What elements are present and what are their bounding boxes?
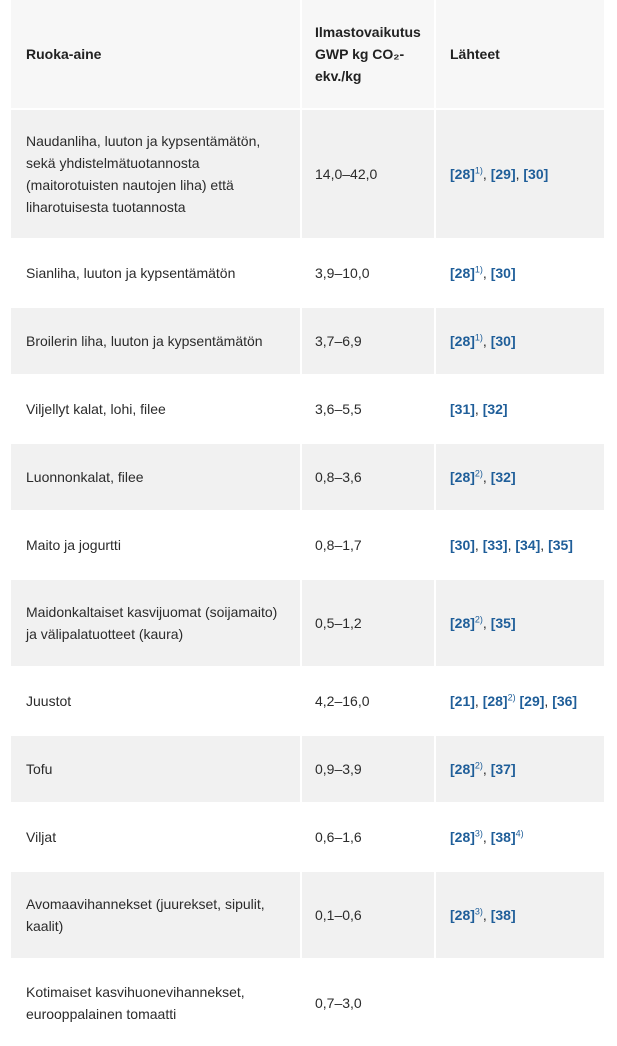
table-row xyxy=(11,870,604,958)
reference-link[interactable]: [34] xyxy=(515,537,541,553)
reference-link[interactable]: [28] xyxy=(482,693,508,709)
food-cell: Luonnonkalat, filee xyxy=(11,444,302,510)
impact-cell: 0,5–1,2 xyxy=(302,580,436,666)
food-cell: Broilerin liha, luuton ja kypsentämätön xyxy=(11,308,302,374)
footnote-marker: 4) xyxy=(515,828,524,839)
reference-link[interactable]: [28] xyxy=(450,829,475,845)
sources-cell: [21], $[28]^{2)}$ [29], [36] xyxy=(436,668,604,734)
impact-cell: 0,9–3,9 xyxy=(302,736,436,802)
sources-cell: $[28]^{1)}$, [29], [30] xyxy=(436,110,604,238)
sources-cell: $[28]^{2)}$, [35] xyxy=(436,580,604,666)
reference-link[interactable]: [31] xyxy=(450,401,475,417)
food-cell: Sianliha, luuton ja kypsentämätön xyxy=(11,240,302,306)
header-impact: Ilmastovaikutus GWP kg CO₂-ekv./kg xyxy=(302,0,436,108)
reference-link[interactable]: [37] xyxy=(490,761,516,777)
food-cell: Naudanliha, luuton ja kypsentämätön, sekä yhdistelmätuotannosta (maitorotuisten nautojen liha) että liharotuisesta tuotannosta xyxy=(11,110,302,238)
table-row xyxy=(11,306,604,374)
reference-link[interactable]: [28] xyxy=(450,333,475,349)
reference-link[interactable]: [30] xyxy=(490,265,516,281)
sources-cell: [31], [32] xyxy=(436,376,604,442)
table-body xyxy=(11,108,604,1046)
reference-link[interactable]: [35] xyxy=(490,615,516,631)
impact-cell: 0,7–3,0 xyxy=(302,960,436,1046)
reference-link[interactable]: [32] xyxy=(482,401,508,417)
sources-cell: $[28]^{3)}$, $[38]^{4)}$ xyxy=(436,804,604,870)
reference-link[interactable]: [28] xyxy=(450,469,475,485)
table-row xyxy=(11,666,604,734)
sources-cell: $[28]^{1)}$, [30] xyxy=(436,240,604,306)
reference-link[interactable]: [33] xyxy=(482,537,508,553)
food-cell: Avomaavihannekset (juurekset, sipulit, kaalit) xyxy=(11,872,302,958)
footnote-marker: 3) xyxy=(474,906,483,917)
footnote-marker: 2) xyxy=(474,760,483,771)
food-cell: Kotimaiset kasvihuonevihannekset, eurooppalainen tomaatti xyxy=(11,960,302,1046)
food-cell: Maidonkaltaiset kasvijuomat (soijamaito) ja välipalatuotteet (kaura) xyxy=(11,580,302,666)
table-row xyxy=(11,802,604,870)
header-food: Ruoka-aine xyxy=(11,0,302,108)
reference-link[interactable]: [28] xyxy=(450,615,475,631)
reference-link[interactable]: [36] xyxy=(552,693,578,709)
sources-cell: $[28]^{3)}$, [38] xyxy=(436,872,604,958)
impact-cell: 0,6–1,6 xyxy=(302,804,436,870)
table-row xyxy=(11,442,604,510)
sources-cell: $[28]^{2)}$, [32] xyxy=(436,444,604,510)
emissions-table xyxy=(11,0,604,1046)
footnote-marker: 3) xyxy=(474,828,483,839)
footnote-marker: 2) xyxy=(474,468,483,479)
food-cell: Maito ja jogurtti xyxy=(11,512,302,578)
table-row xyxy=(11,374,604,442)
impact-cell: 0,1–0,6 xyxy=(302,872,436,958)
table-row xyxy=(11,734,604,802)
footnote-marker: 2) xyxy=(474,614,483,625)
impact-cell: 14,0–42,0 xyxy=(302,110,436,238)
food-cell: Tofu xyxy=(11,736,302,802)
reference-link[interactable]: [28] xyxy=(450,265,475,281)
reference-link[interactable]: [28] xyxy=(450,907,475,923)
reference-link[interactable]: [35] xyxy=(548,537,573,553)
impact-cell: 3,9–10,0 xyxy=(302,240,436,306)
table-row xyxy=(11,578,604,666)
reference-link[interactable]: [29] xyxy=(519,693,545,709)
food-cell: Viljellyt kalat, lohi, filee xyxy=(11,376,302,442)
impact-cell: 3,6–5,5 xyxy=(302,376,436,442)
table-row xyxy=(11,510,604,578)
reference-link[interactable]: [38] xyxy=(490,829,516,845)
sources-cell xyxy=(436,960,604,1046)
reference-link[interactable]: [30] xyxy=(523,166,549,182)
sources-cell: [30], [33], [34], [35] xyxy=(436,512,604,578)
footnote-marker: 1) xyxy=(474,264,483,275)
reference-link[interactable]: [32] xyxy=(490,469,516,485)
sources-cell: $[28]^{2)}$, [37] xyxy=(436,736,604,802)
reference-link[interactable]: [38] xyxy=(490,907,516,923)
food-cell: Viljat xyxy=(11,804,302,870)
reference-link[interactable]: [28] xyxy=(450,761,475,777)
table-row xyxy=(11,958,604,1046)
food-cell: Juustot xyxy=(11,668,302,734)
table-header-row xyxy=(11,0,604,108)
footnote-marker: 1) xyxy=(474,165,483,176)
reference-link[interactable]: [28] xyxy=(450,166,475,182)
footnote-marker: 2) xyxy=(507,692,516,703)
impact-cell: 4,2–16,0 xyxy=(302,668,436,734)
table-row xyxy=(11,108,604,238)
impact-cell: 0,8–3,6 xyxy=(302,444,436,510)
impact-cell: 3,7–6,9 xyxy=(302,308,436,374)
reference-link[interactable]: [29] xyxy=(490,166,516,182)
header-sources: Lähteet xyxy=(436,0,604,108)
reference-link[interactable]: [21] xyxy=(450,693,475,709)
table-row xyxy=(11,238,604,306)
reference-link[interactable]: [30] xyxy=(450,537,475,553)
footnote-marker: 1) xyxy=(474,332,483,343)
sources-cell: $[28]^{1)}$, [30] xyxy=(436,308,604,374)
impact-cell: 0,8–1,7 xyxy=(302,512,436,578)
reference-link[interactable]: [30] xyxy=(490,333,516,349)
